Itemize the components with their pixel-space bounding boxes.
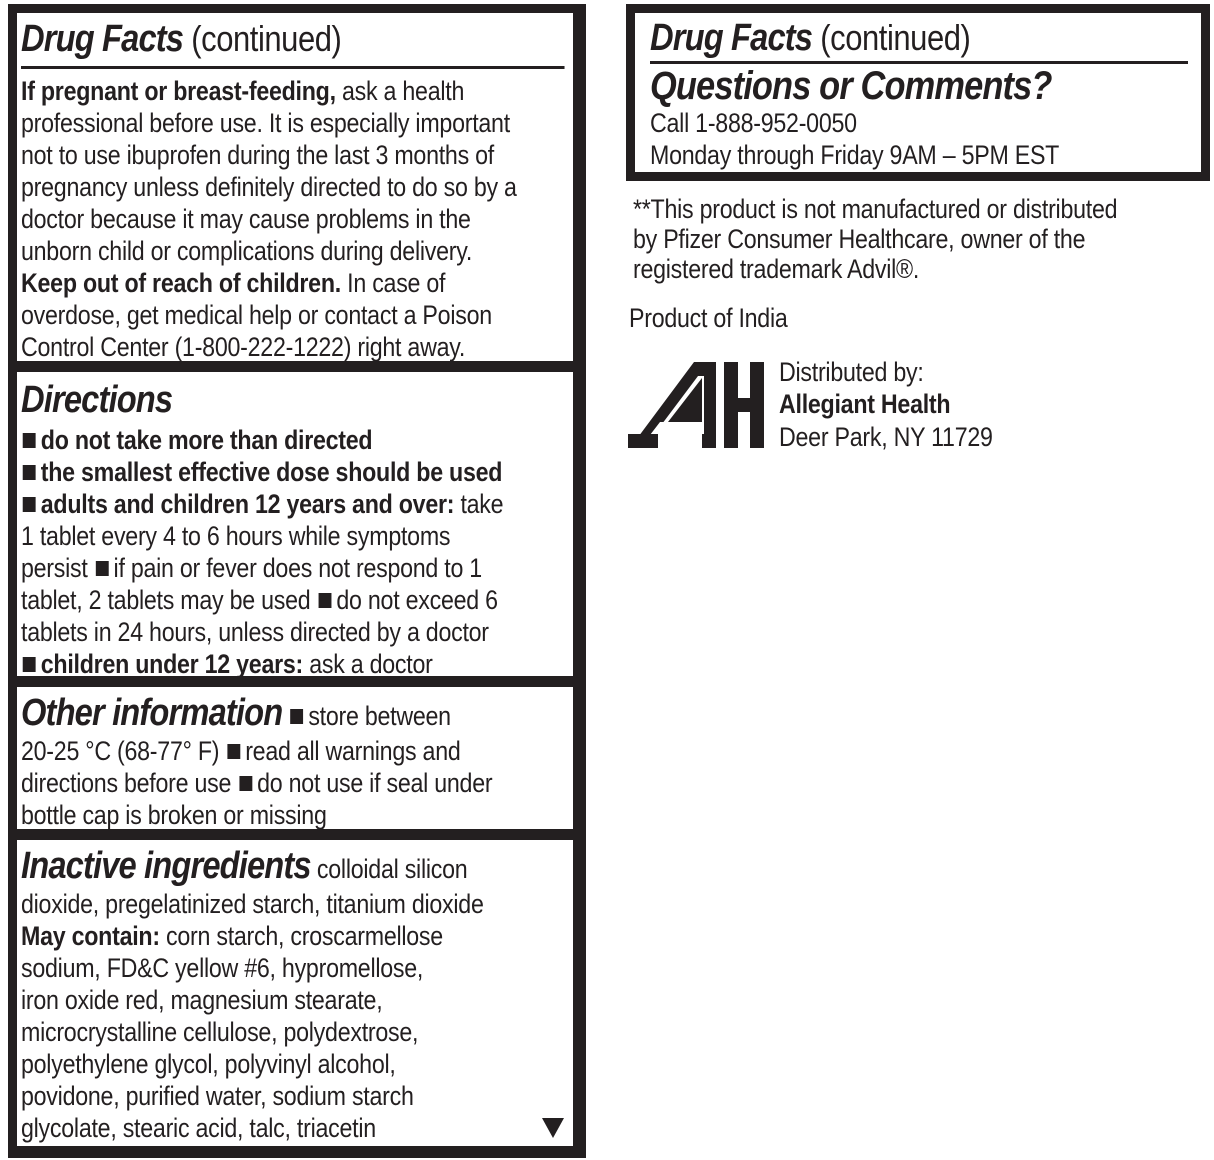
- seal-text: do not use if seal under: [257, 768, 493, 798]
- other-info-line: [21, 767, 571, 799]
- questions-box: [626, 4, 1210, 181]
- bullet-square-icon: [23, 497, 36, 512]
- overdose-text-line: Control Center (1-800-222-1222) right away.: [21, 332, 466, 362]
- adults-rest: take: [454, 489, 504, 519]
- inactive-text: [21, 844, 571, 1144]
- directions-item-text: do not take more than directed: [40, 425, 373, 455]
- heading-rule: [21, 66, 565, 69]
- other-info-heading-line: [21, 691, 571, 735]
- directions-item: [21, 456, 571, 488]
- bullet-square-icon: [23, 465, 36, 480]
- pregnancy-bold: If pregnant or breast-feeding,: [21, 76, 336, 106]
- inactive-ingredients-box: [17, 840, 573, 1146]
- directions-text: [21, 376, 571, 680]
- pregnancy-text-line: pregnancy unless definitely directed to do so by a: [21, 172, 517, 202]
- may-contain-bold: May contain:: [21, 921, 160, 951]
- company-name: Allegiant Health: [779, 389, 951, 419]
- right-continued-label: (continued): [812, 17, 971, 58]
- phone-number: Call 1-888-952-0050: [650, 108, 857, 138]
- disclaimer-line: **This product is not manufactured or distributed: [633, 194, 1118, 224]
- bullet-square-icon: [95, 561, 108, 576]
- pregnancy-text-line: not to use ibuprofen during the last 3 months of: [21, 140, 494, 170]
- children-bold: children under 12 years:: [40, 649, 304, 679]
- drug-facts-heading: [21, 17, 571, 61]
- disclaimer: [633, 194, 1117, 284]
- ingredients-line: microcrystalline cellulose, polydextrose,: [21, 1017, 419, 1047]
- disclaimer-line: registered trademark Advil®.: [633, 254, 920, 284]
- directions-line: [21, 584, 571, 616]
- keep-out-rest: In case of: [340, 268, 446, 298]
- questions-box-inner: [635, 13, 1201, 172]
- ingredients-line: povidone, purified water, sodium starch: [21, 1081, 414, 1111]
- directions-line: [21, 552, 571, 584]
- directions-box: [17, 372, 573, 679]
- inactive-heading: Inactive ingredients: [21, 845, 311, 887]
- bullet-square-icon: [290, 709, 303, 724]
- overdose-text-line: overdose, get medical help or contact a Poison: [21, 300, 492, 330]
- other-info-line: bottle cap is broken or missing: [21, 800, 327, 830]
- directions-line: 1 tablet every 4 to 6 hours while symptoms: [21, 521, 451, 551]
- persist-text: persist: [21, 553, 94, 583]
- continue-down-triangle-icon: [542, 1118, 564, 1138]
- exceed-text: do not exceed 6: [336, 585, 498, 615]
- colloidal-text: colloidal silicon: [310, 854, 468, 884]
- pregnancy-rest: ask a health: [335, 76, 465, 106]
- bullet-square-icon: [239, 776, 252, 791]
- tablets-text: tablet, 2 tablets may be used: [21, 585, 317, 615]
- keep-out-bold: Keep out of reach of children.: [21, 268, 341, 298]
- questions-heading: Questions or Comments?: [650, 64, 1052, 108]
- read-warnings-text: read all warnings and: [245, 736, 461, 766]
- other-info-line: [21, 735, 571, 767]
- right-heading: [650, 17, 970, 62]
- temperature-text: 20-25 °C (68-77° F): [21, 736, 226, 766]
- ingredients-line: iron oxide red, magnesium stearate,: [21, 985, 383, 1015]
- children-rest: ask a doctor: [303, 649, 433, 679]
- disclaimer-line: by Pfizer Consumer Healthcare, owner of the: [633, 224, 1086, 254]
- other-information-box: [17, 687, 573, 829]
- company-address: Deer Park, NY 11729: [779, 422, 993, 452]
- ingredients-line: glycolate, stearic acid, talc, triacetin: [21, 1113, 376, 1143]
- directions-heading: Directions: [21, 379, 173, 421]
- business-hours: Monday through Friday 9AM – 5PM EST: [650, 140, 1060, 170]
- product-origin: Product of India: [629, 303, 788, 333]
- directions-line: tablets in 24 hours, unless directed by a doctor: [21, 617, 489, 647]
- pregnancy-text-line: professional before use. It is especially important: [21, 108, 510, 138]
- right-drug-facts-title: Drug Facts: [650, 17, 813, 59]
- other-info-text: [21, 691, 571, 831]
- ingredients-line: sodium, FD&C yellow #6, hypromellose,: [21, 953, 424, 983]
- distributed-by-label: Distributed by:: [779, 357, 924, 387]
- drug-facts-left-panel: [8, 4, 586, 1158]
- pregnancy-line: [21, 75, 571, 107]
- ingredients-line: dioxide, pregelatinized starch, titanium dioxide: [21, 889, 484, 919]
- may-contain-line: [21, 920, 571, 952]
- directions-item: [21, 424, 571, 456]
- bullet-square-icon: [318, 593, 331, 608]
- inactive-heading-line: [21, 844, 571, 888]
- pregnancy-text-line: unborn child or complications during delivery.: [21, 236, 473, 266]
- store-text: store between: [308, 701, 451, 731]
- directions-item-text: the smallest effective dose should be used: [40, 457, 503, 487]
- adults-bold: adults and children 12 years and over:: [40, 489, 455, 519]
- allegiant-health-logo-icon: [628, 360, 764, 450]
- keep-out-line: [21, 267, 571, 299]
- directions-item: [21, 488, 571, 520]
- pain-text: if pain or fever does not respond to 1: [113, 553, 482, 583]
- may-contain-rest: corn starch, croscarmellose: [159, 921, 443, 951]
- ingredients-line: polyethylene glycol, polyvinyl alcohol,: [21, 1049, 396, 1079]
- bullet-square-icon: [23, 433, 36, 448]
- warnings-continued-box: [17, 13, 573, 361]
- pregnancy-text-line: doctor because it may cause problems in the: [21, 204, 471, 234]
- directions-item: [21, 648, 571, 680]
- other-info-heading: Other information: [21, 692, 283, 734]
- bullet-square-icon: [227, 744, 240, 759]
- box1-text: [21, 17, 571, 363]
- directions-before-text: directions before use: [21, 768, 238, 798]
- continued-label: (continued): [183, 18, 342, 59]
- bullet-square-icon: [23, 657, 36, 672]
- drug-facts-title: Drug Facts: [21, 18, 184, 60]
